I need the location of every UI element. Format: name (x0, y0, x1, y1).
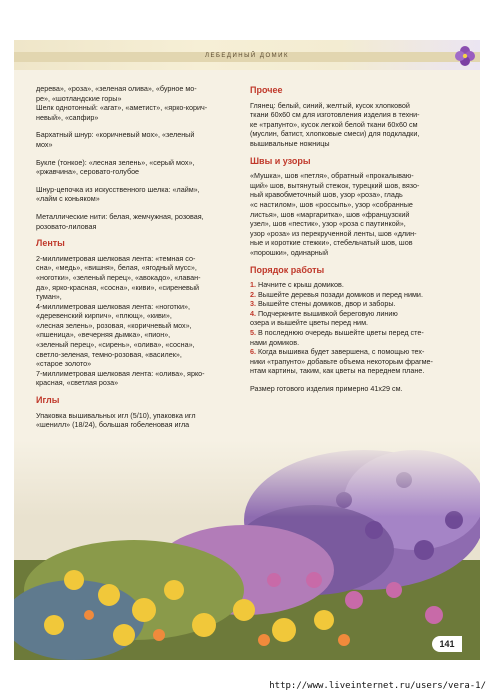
text-line: Упаковка вышивальных игл (5/10), упаковка игл (36, 410, 196, 420)
step-number: 2. (250, 289, 256, 299)
text-line: (муслин, батист, хлопковые смеси) для подкладки, (250, 129, 420, 139)
igly-paragraph (36, 411, 232, 430)
text-line: светло-зеленая, темно-розовая, «василек», (36, 349, 182, 359)
step-number: 6. (250, 347, 256, 357)
step-item (250, 309, 455, 319)
metal-paragraph (36, 212, 232, 231)
step-text: Когда вышивка будет завершена, с помощью тех- (258, 347, 425, 357)
text-line: Металлические нити: белая, жемчужная, розовая, (36, 211, 204, 221)
step-item (250, 290, 455, 300)
step-item (250, 280, 455, 290)
text-line: «ржавчина», серовато-голубое (36, 167, 140, 177)
page-header-title: ЛЕБЕДИНЫЙ ДОМИК (205, 53, 289, 59)
text-line: Глянец: белый, синий, желтый, кусок хлопковой (250, 100, 410, 110)
text-line: «шенилл» (18/24), большая гобеленовая игла (36, 420, 190, 430)
section-title-poryadok: Порядок работы (250, 264, 325, 275)
step-text: ники «трапунто» добавьте объема некоторым фрагме- (250, 356, 433, 366)
step-item (250, 338, 455, 348)
section-title-lenty: Ленты (36, 238, 65, 249)
section-title-shvy: Швы и узоры (250, 155, 311, 166)
step-text: нами домиков. (250, 337, 300, 347)
step-text: озера и вышейте цветы перед ним. (250, 318, 369, 328)
text-line: вышивальные ножницы (250, 138, 330, 148)
violet-flower-icon (454, 45, 476, 67)
right-column (250, 84, 455, 402)
text-line: ные и короткие стежки», стебельчатый шов, шов (250, 238, 413, 248)
step-item (250, 366, 455, 376)
text-line: дерева», «роза», «зеленая олива», «бурное мо- (36, 84, 197, 93)
prochee-paragraph (250, 101, 455, 149)
source-url[interactable]: http://www.liveinternet.ru/users/vera-1/ (269, 681, 486, 691)
step-item (250, 347, 455, 357)
section-title-prochee: Прочее (250, 85, 283, 95)
text-line: 4-миллиметровая шелковая лента: «ноготки», (36, 301, 190, 311)
step-number: 5. (250, 328, 256, 338)
text-line: «старое золото» (36, 359, 92, 369)
shnur-paragraph (36, 185, 232, 204)
step-text: Вышейте стены домиков, двор и заборы. (258, 299, 396, 309)
text-line: «порошки», одинарный (250, 247, 328, 257)
section-title-igly: Иглы (36, 395, 60, 406)
text-line: ре», «шотландские горы» (36, 93, 122, 103)
page-number: 141 (432, 636, 462, 652)
step-item (250, 328, 455, 338)
text-line: туман», (36, 292, 62, 302)
text-line: Шнур-цепочка из искусственного шелка: «лайм», (36, 184, 200, 194)
text-line: «лесная зелень», розовая, «коричневый мох», (36, 320, 192, 330)
step-text: нтам картины, таким, как цветы на переднем плане. (250, 366, 425, 376)
text-line: Бархатный шнур: «коричневый мох», «зеленый (36, 130, 195, 140)
text-line: «пшеница», «вечерняя дымка», «пион», (36, 330, 171, 340)
steps-list (250, 280, 455, 376)
bukle-paragraph (36, 158, 232, 177)
text-line: сна», «медь», «вишня», белая, «ягодный мусс», (36, 263, 197, 273)
text-line: розовато-лиловая (36, 221, 97, 231)
text-line: щий» шов, вытянутый стежок, турецкий шов, вязо- (250, 180, 420, 190)
left-column (36, 84, 232, 438)
text-line: «ноготки», «зеленый перец», «авокадо», «лаван- (36, 272, 201, 282)
text-line: «зеленый перец», «сирень», «олива», «сосна», (36, 340, 195, 350)
step-text: Вышейте деревья позади домиков и перед ними. (258, 289, 423, 299)
text-line: 2-миллиметровая шелковая лента: «темная со- (36, 253, 196, 263)
text-line: «лайм с коньяком» (36, 194, 100, 204)
step-text: В последнюю очередь вышейте цветы перед сте- (258, 328, 424, 338)
step-item (250, 299, 455, 309)
step-item (250, 357, 455, 367)
text-line: красная, «светлая роза» (36, 378, 119, 388)
text-line: мох» (36, 139, 53, 149)
text-line: 7-миллиметровая шелковая лента: «олива», ярко- (36, 368, 205, 378)
text-line: «с настилом», шов «россыпь», узор «собранные (250, 199, 413, 209)
step-number: 1. (250, 280, 256, 290)
text-line: да», ярко-красная, «сосна», «киви», «сиреневый (36, 282, 200, 292)
magazine-page (14, 40, 480, 660)
embroidered-flowers-image (14, 440, 480, 660)
text-line: Букле (тонкое): «лесная зелень», «серый мох», (36, 157, 195, 167)
text-line: листья», шов «маргаритка», шов «французский (250, 209, 410, 219)
text-line: узор «роза» из перекрученной ленты, шов «длин- (250, 228, 417, 238)
text-line: ке «трапунто», кусок легкой белой ткани 60x60 см (250, 119, 418, 129)
step-number: 3. (250, 299, 256, 309)
step-text: Начните с крыш домиков. (258, 280, 344, 290)
text-line: Шелк однотонный: «агат», «аметист», «ярко-корич- (36, 103, 208, 113)
text-line: ный кравобметочный шов, узор «роза», гладь (250, 190, 403, 200)
barkhat-paragraph (36, 130, 232, 149)
intro-paragraph (36, 84, 232, 122)
size-note: Размер готового изделия примерно 41x29 см. (250, 384, 403, 394)
step-text: Подчеркните вышивкой береговую линию (258, 308, 398, 318)
step-number: 4. (250, 308, 256, 318)
step-item (250, 318, 455, 328)
text-line: «Мушка», шов «петля», обратный «прокалываю- (250, 171, 414, 181)
text-line: «деревенский кирпич», «плющ», «киви», (36, 311, 172, 321)
lenty-paragraph (36, 254, 232, 388)
text-line: ткани 60x60 см для изготовления изделия в техни- (250, 110, 420, 120)
text-line: невый», «сапфир» (36, 112, 99, 122)
text-line: узел», шов «пестик», узор «роза с паутинкой», (250, 219, 406, 229)
shvy-paragraph (250, 171, 455, 257)
